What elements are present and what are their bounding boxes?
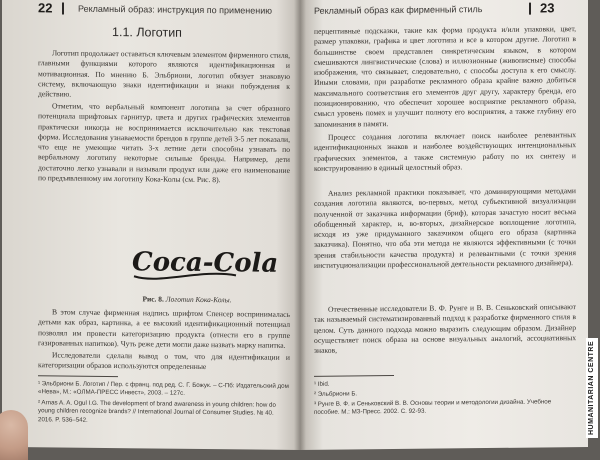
thumb: [0, 410, 28, 460]
left-footnote-1: ¹ Эльбриони Б. Логотип / Пер. с франц. под ред. С. Г. Божук. – С-Пб: Издательский дом «Нева», М.: «ОЛМА-ПРЕСС Инвест», 2003. – 127с.: [38, 380, 289, 398]
left-footnote-2: ² Arnas A. A. Ogul I.G. The development of brand awareness in young children: how do young children recognize brands? // International Journal of Consumer Studies. № 40. 2016. P. 536–542.: [38, 399, 276, 424]
left-footnote-rule: [38, 375, 118, 377]
right-footnote-3: ³ Рунге В. Ф. и Сеньковский В. В. Основы теории и методологии дизайна. Учебное пособие. М.: МЗ-Пресс. 2002. С. 92-93.: [314, 398, 552, 417]
right-paragraph-3: Анализ рекламной практики показывает, что доминирующими методами создания логотипа являются, во-первых, метод субъективной визуализации полученной от заказчика информации (бриф), которая зачастую носит весьма обобщенный характер, и, во-вторых, дизайнерское воплощение логотипа, исходя из уже придуманного заказчиком общего его образа (картинка заказчика). Понятно, что оба эти метода не являются эффективными (с точки зрения стабильности качества продукта) и релевантными (с точки зрения институционализации профессиональной деятельности рекламного дизайнера).: [314, 186, 576, 270]
right-header-divider: [529, 3, 531, 15]
book-gutter: [294, 0, 306, 450]
left-paragraph-3: В этом случае фирменная надпись шрифтом Спенсер воспринималась детьми как образ, картинка, а ее высокий идентификационный потенциал позволял им провести категоризацию продукта (отнести его в группе газированных напитков). Чуть реже дети могли даже назвать марку напитка.: [38, 307, 290, 350]
right-footnote-2: ² Эльбриони Б.: [314, 390, 358, 398]
right-page-number: 23: [540, 0, 555, 16]
figure-caption-text: Логотип Кока-Колы.: [165, 294, 232, 305]
figure-caption-label: Рис. 8.: [142, 294, 164, 304]
left-paragraph-4: Исследователи сделали вывод о том, что для идентификации и категоризации образов используются определенные: [38, 350, 290, 372]
section-title: 1.1. Логотип: [112, 25, 182, 40]
coca-cola-logo: [130, 240, 279, 285]
right-paragraph-2: Процесс создания логотипа включает поиск наиболее релевантных идентификационных знаков и наиболее воздействующих интенциональных графических элементов, а также системную работу по их синтезу и конструированию в единый целостный образ.: [314, 130, 576, 173]
right-footnote-1: ¹ Ibid.: [314, 380, 330, 388]
coca-cola-logo-graphic: [130, 240, 279, 285]
coca-cola-logo-text: Coca-Cola: [132, 247, 279, 279]
figure-caption: [102, 294, 272, 305]
right-paragraph-4: Отечественные исследователи В. Ф. Рунге и В. В. Сеньковский описывают так называемый систематизированный подход к разработке фирменного стиля в целом. Суть данного подхода можно выразить следующим образом. Дизайнер осуществляет поиск образа на основе визуальных аналогий, ассоциативных знаков,: [314, 302, 576, 356]
right-footnote-rule: [314, 375, 394, 377]
left-page: [2, 0, 300, 450]
right-page: [300, 0, 588, 450]
left-page-number: 22: [38, 0, 53, 16]
left-paragraph-1: Логотип продолжает оставаться ключевым элементом фирменного стиля, главными функциями которого являются идентификационная и мотивационная. По мнению Б. Эльбриони, логотип обязует знаковую систему, включающую знаки идентификации и знаки побуждения к действию.: [38, 48, 290, 99]
left-running-head: Рекламный образ: инструкция по применению: [78, 3, 272, 16]
publisher-mark: HUMANITARIAN CENTRE: [586, 338, 598, 438]
right-paragraph-1: перцептивные подсказки, такие как форма продукта и/или упаковки, цвет, размер упаковки, графика и цвет логотипа и все в котором другие. Логотип в большинстве своем представлен синкретическим языком, в котором смешиваются лингвистические (слова) и иллюзионные (живописные) способы изображения, что связывает, следовательно, с способы доступа к его смыслу. Иными словами, при разработке рекламного образа крайне важно добиться максимального соответствия его элементов друг другу, характеру бренда, его позиционированию, что обеспечит хорошее восприятие рекламного образа, смысл уровень помех и улучшит полноту его восприятия, а также глубину его запоминания в памяти.: [314, 24, 576, 129]
right-running-head: Рекламный образ как фирменный стиль: [314, 4, 483, 16]
left-paragraph-2: Отметим, что вербальный компонент логотипа за счет образного потенциала шрифтовых гарнитур, цвета и других графических элементов практически никогда не воспринимается исключительно как текстовая форма. Исследования узнаваемости брендов в группе детей 3-5 лет показали, что еще не умеющие читать 3-х летние дети способны узнавать по вербальному логотипу некоторые сильные бренды. Например, дети достаточно легко узнавали и называли продукт или даже его наименование по предъявленному им логотипу Кока-Колы (см. Рис. 8).: [38, 101, 290, 185]
left-header-divider: [62, 3, 64, 15]
